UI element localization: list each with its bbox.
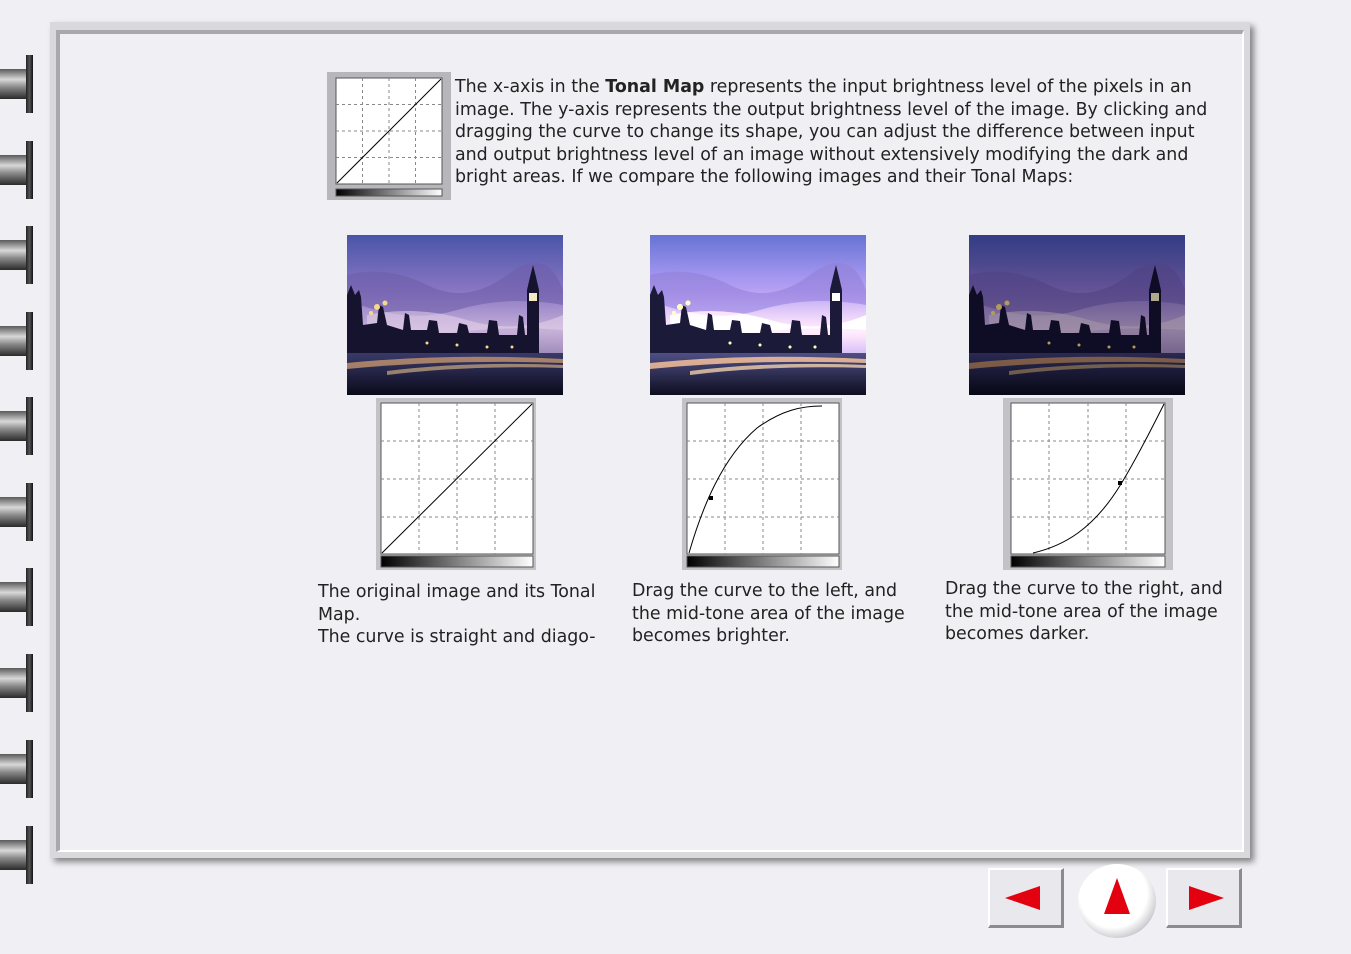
intro-paragraph — [455, 76, 1230, 189]
caption-line: Map. — [318, 604, 361, 625]
intro-bold-term: Tonal Map — [605, 77, 705, 97]
next-page-button[interactable] — [1166, 868, 1242, 928]
caption-line: Drag the curve to the left, and — [632, 581, 898, 601]
binder-ring — [0, 826, 34, 884]
caption-original — [318, 581, 608, 649]
binder-ring — [0, 568, 34, 626]
binder-ring — [0, 397, 34, 455]
tonal-map-brighter — [682, 398, 842, 570]
binder-ring — [0, 55, 34, 113]
up-arrow-icon — [1078, 864, 1156, 938]
previous-page-button[interactable] — [988, 868, 1064, 928]
binder-ring — [0, 654, 34, 712]
caption-darker — [945, 578, 1235, 646]
photo-original — [347, 235, 563, 395]
caption-line: becomes brighter. — [632, 626, 790, 646]
binder-ring — [0, 312, 34, 370]
binder-rings — [0, 0, 40, 954]
photo-brighter — [650, 235, 866, 395]
photo-darker — [969, 235, 1185, 395]
up-page-button[interactable] — [1078, 864, 1156, 938]
caption-line: the mid-tone area of the image — [632, 603, 905, 624]
binder-ring — [0, 226, 34, 284]
binder-ring — [0, 141, 34, 199]
left-arrow-icon — [988, 868, 1064, 928]
curve-control-point[interactable] — [709, 496, 713, 500]
binder-ring — [0, 483, 34, 541]
intro-text-before: The x-axis in the — [455, 77, 606, 97]
tonal-map-thumbnail — [327, 72, 451, 200]
curve-control-point[interactable] — [1118, 481, 1122, 485]
caption-line: Drag the curve to the right, and — [945, 579, 1223, 599]
caption-line: The curve is straight and diago- — [318, 627, 596, 647]
intro-text-after: represents the input brightness level of the pixels in an image. The y-axis represents the output brightness level of the image. By clicking and dragging the curve to change its shape, you can adjust the difference between input and output brightness level of an image without extensively modifying the dark and bright areas. If we compare the following images and their Tonal Maps: — [455, 77, 1208, 187]
caption-brighter — [632, 580, 922, 648]
right-arrow-icon — [1166, 868, 1242, 928]
caption-line: becomes darker. — [945, 624, 1090, 644]
tonal-map-darker — [1003, 398, 1173, 570]
caption-line: The original image and its Tonal — [318, 582, 596, 602]
caption-line: the mid-tone area of the image — [945, 601, 1218, 622]
binder-ring — [0, 740, 34, 798]
tonal-map-original — [376, 398, 536, 570]
